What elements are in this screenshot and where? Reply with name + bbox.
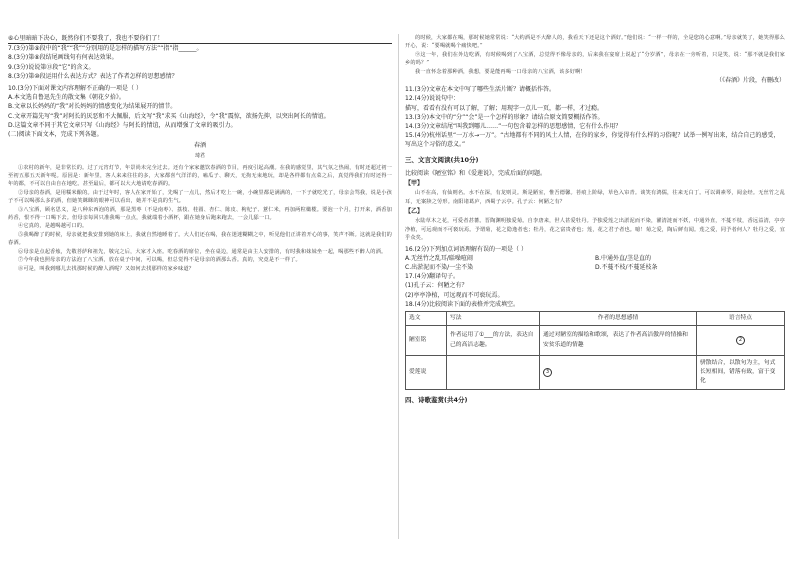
question-15: 15.(4分)杭州话里“一万水→一万”。“古地都有不同的风土人情，在你的家乡，你觉得有什么样的习俗呢？试举一例写出来，结合自己的感受，写出这个习俗的意义。” bbox=[405, 132, 780, 149]
table-cell: 通过对陋室的描绘和歌颂，表达了作者高洁傲岸的情操和安贫乐道的情趣 bbox=[540, 326, 697, 356]
table-cell bbox=[540, 356, 697, 390]
left-column bbox=[8, 34, 392, 273]
question-line: 7.(3分)第⑨段中的“我”“我”“分别用的是怎样的描写方法”“指”指______。 bbox=[8, 45, 203, 53]
question-line: 9.(3分)说说第⑬段“它”的含义。 bbox=[8, 63, 95, 71]
table-header: 作者的思想感情 bbox=[540, 311, 697, 325]
question-12-text: 描写，看看有没有可以了解，了解；用现字一点儿一页，都一样，才过瘾。 bbox=[405, 104, 604, 112]
table-row bbox=[406, 356, 785, 390]
article-author: 琦君 bbox=[194, 153, 205, 160]
section-4-heading: 四、诗歌鉴赏(共4分) bbox=[405, 396, 468, 405]
table-header-row bbox=[406, 311, 785, 325]
article-continuation bbox=[405, 34, 785, 76]
question-17-item: (2)亭亭净植，可远观而不可亵玩焉。 bbox=[405, 291, 504, 299]
article-paragraph: ⑦今年我也照母亲的方法泡了八宝酒，放在桌子中间，可以喝，但总觉得不是母亲的酒那么香。真的，究竟是不一样了。 bbox=[18, 257, 301, 264]
right-column bbox=[405, 34, 785, 409]
question-line: 8.(3分)第⑩段运用什么表达方式？表达了作者怎样的思想感情？ bbox=[8, 72, 178, 80]
table-cell: 骈散结合，以散句为主，句式长短相间，错落有致，富于变化 bbox=[697, 356, 785, 390]
blank-marker: 3 bbox=[543, 368, 552, 377]
article-paragraph: ⑥母亲是点起香烛，先敬菩萨和祖先，敬完之后，大家才入座。吃春酒的席位，坐在桌边，通常是由主人安排的，有时我和妹妹坐一起，喝那些不醉人的酒。 bbox=[18, 248, 387, 255]
question-10: 10.(3分)下面对课文内容理解不正确的一项是（ ） bbox=[8, 85, 142, 93]
table-cell: 作者运用了①___的方法，表达自己的高洁志趣。 bbox=[447, 326, 540, 356]
option-c: C.文章开篇先写“我”对阿长的厌恶和不大佩服，后文写“我”求买《山海经》，令“我”震惊，欲扬先抑，以突出阿长的情谊。 bbox=[8, 112, 330, 120]
table-cell: 陋室铭 bbox=[406, 326, 447, 356]
passage-b-tag: 【乙】 bbox=[405, 208, 424, 216]
article-paragraph: 我一直怀念着那种酒，我想，要是能再喝一口母亲的八宝酒，该多好啊！ bbox=[415, 68, 586, 75]
section-3-intro: 比较阅读《陋室铭》和《爱莲说》，完成后面的问题。 bbox=[405, 169, 547, 177]
question-11: 11.(3分)文章在本文中写了哪些生活片断？请概括作答。 bbox=[405, 86, 556, 94]
option-c: C.出淤泥而不染/一尘不染 bbox=[405, 263, 474, 271]
comparison-table bbox=[405, 311, 785, 390]
article-paragraph: 的时候，大家都在喝，那时候她常常说：“大约酒是不大醉人的，我看天下还是这个酒好。”他们说：“一样一样的，全是您的心意啊。”母亲就笑了，她笑得那么开心，说：“要喝就喝个痛快吧。” bbox=[405, 35, 785, 50]
option-b: B.中通外直/茎是直的 bbox=[595, 254, 652, 262]
question-16: 16.(2分)下列加点词语理解有误的一项是（ ） bbox=[405, 245, 527, 253]
question-line: 8.(3分)第⑧段结尾画线句有何表达效果。 bbox=[8, 54, 118, 62]
column-divider bbox=[398, 34, 399, 539]
question-16-options bbox=[405, 254, 785, 272]
article-paragraph: ①农村的新年，是非常长的。过了元宵灯节，年景尚未完全过去。还有个家家邀饮春酒的节目，再度引起高潮。在我的感觉里，其气氛之热闹，有时还超过初一至初五那五天新年呢。原因是：新年里，客人来来往往的多，大家都喜气洋洋的，嗑瓜子、聊天，无拘无束地玩，却是各样都有点菜之后，真觉得我们有时还得一年的都，不可以自由自在地吃。甚至最后，都可以大大地请吃春酒的。 bbox=[8, 164, 392, 188]
passage-b bbox=[405, 217, 785, 242]
question-line: ⑥心里暗暗下决心，既然你们不要我了，我也不要你们了！ bbox=[8, 34, 392, 44]
article-source: （《春酒》片段，有删改） bbox=[715, 77, 785, 85]
article-paragraph: ③八宝酒，顾名思义，是八种东西泡的酒，那是黑枣（不是南枣）、荔枝、桂圆、杏仁、陈皮、枸杞子、薏仁米，再加两粒橄榄。要泡一个月，打开来，酒香加药香，恨不得一口喝下去。但母亲每回只准我喝一点点，我就端着小酒杯，跟在她身后跑来跑去，一会儿舔一口。 bbox=[8, 206, 392, 222]
option-d: D.这篇文章不同于其它文章只写《山海经》与阿长的情谊，从而增强了文章的吸引力。 bbox=[8, 121, 237, 129]
passage-a-tag: 【甲】 bbox=[405, 180, 424, 188]
article-paragraph: ⑤我喝醉了的时候，母亲就把我安排到她的床上，我就自然地睡着了。大人们还在喝，我在迷迷糊糊之中，听见他们正讲着开心的事，笑声不断。这就是我们的春酒。 bbox=[8, 231, 392, 247]
reading-instruction: (二)阅读下面文本，完成下列各题。 bbox=[8, 131, 103, 139]
article-paragraph: ②母亲的春酒，是用糯米酿的。由于过年时，客人在家开始了，先喝了一点儿，然后才吃上一碗，小碗里都是满满的，一下子就吃光了，母亲会骂我，说是小孩子不可以喝那么多的酒，但她笑眯眯的眼神可以看出，她并不是真的生气。 bbox=[8, 189, 392, 205]
table-cell bbox=[697, 326, 785, 356]
question-17: 17.(4分)翻译句子。 bbox=[405, 273, 460, 281]
passage-a-text: 山不在高，有仙则名。水不在深，有龙则灵。斯是陋室，惟吾德馨。苔痕上阶绿，草色入帘青。谈笑有鸿儒，往来无白丁。可以调素琴，阅金经。无丝竹之乱耳，无案牍之劳形。南阳诸葛庐，西蜀子云亭。孔子云：何陋之有？ bbox=[405, 190, 785, 205]
blank-marker: 2 bbox=[736, 336, 745, 345]
article-title: 春酒 bbox=[193, 142, 206, 150]
question-12: 12.(4分)说说句中： bbox=[405, 95, 460, 103]
article-paragraph: ⑧可是，叫我到哪儿去找那时候的醉人酒呢？又如何去找那样的家乡味道？ bbox=[18, 265, 195, 272]
article-paragraph: ⑨这一年，我们在外边吃酒，有时候喝到了八宝酒，总觉得不像母亲的，后来我在宴席上说起了“分岁酒”，母亲在一旁听着，只是笑，说：“那不就是我们家乡的吗？” bbox=[405, 51, 785, 67]
table-header: 语言特点 bbox=[697, 311, 785, 325]
table-cell: 爱莲说 bbox=[406, 356, 447, 390]
question-13: 13.(3分)本文中的“分”“会”是一个怎样的形象？请结合原文简要概括作答。 bbox=[405, 113, 604, 121]
passage-a bbox=[405, 189, 785, 206]
table-cell bbox=[447, 356, 540, 390]
question-14: 14.(3分)文章结尾“叫我到哪儿……”一句包含着怎样的思想感情，它有什么作用？ bbox=[405, 123, 622, 131]
table-row bbox=[406, 326, 785, 356]
option-d: D.不蔓不枝/不蔓延枝条 bbox=[595, 263, 658, 271]
section-3-heading: 三、文言文阅读(共10分) bbox=[405, 155, 479, 164]
table-header: 选文 bbox=[406, 311, 447, 325]
article-body bbox=[8, 164, 392, 273]
option-b: B.文章以长妈妈的“我”对长妈妈的情感变化为结果展开的情节。 bbox=[8, 103, 177, 111]
option-a: A.无丝竹之乱耳/聒噪喧闹 bbox=[405, 254, 473, 262]
option-a: A.本文选自鲁迅先生的散文集《朝花夕拾》。 bbox=[8, 94, 125, 102]
table-header: 写法 bbox=[447, 311, 540, 325]
passage-b-text: 水陆草木之花，可爱者甚蕃。晋陶渊明独爱菊。自李唐来，世人甚爱牡丹。予独爱莲之出淤泥而不染，濯清涟而不妖，中通外直，不蔓不枝，香远益清，亭亭净植，可远观而不可亵玩焉。予谓菊，花之隐逸者也；牡丹，花之富贵者也；莲，花之君子者也。噫！菊之爱，陶后鲜有闻。莲之爱，同予者何人？牡丹之爱，宜乎众矣。 bbox=[405, 218, 785, 242]
article-paragraph: ④它真的，是越喝越可口的。 bbox=[18, 223, 88, 230]
question-17-item: (1)孔子云：何陋之有？ bbox=[405, 282, 468, 290]
question-18: 18.(4分)比较阅读下面的表格并完成填空。 bbox=[405, 300, 520, 308]
